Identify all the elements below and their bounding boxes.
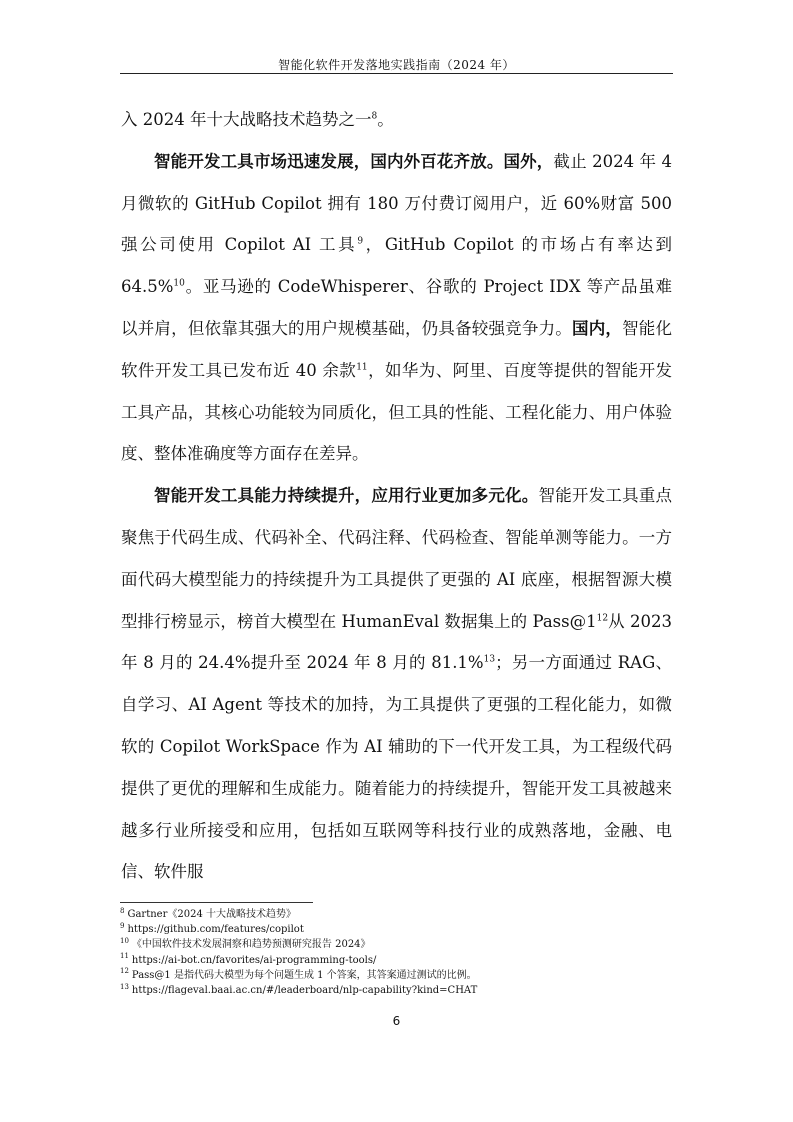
footnote-marker: 13 <box>120 982 129 991</box>
footnote-13 <box>120 983 673 998</box>
text-run: 从 2023 年 8 月的 24.4%提升至 2024 年 8 月的 81.1% <box>121 611 672 673</box>
bold-lead-sentence: 国内， <box>571 318 623 338</box>
footnote-link[interactable]: https://ai-bot.cn/favorites/ai-programming-tools/ <box>131 954 377 966</box>
footnotes <box>120 907 673 998</box>
running-header: 智能化软件开发落地实践指南（2024 年） <box>278 58 515 72</box>
page-number: 6 <box>392 1014 401 1028</box>
header-divider <box>120 73 673 74</box>
text-run: ，如华为、阿里、百度等提供的智能开发工具产品，其核心功能较为同质化，但工具的性能、工程化能力、用户体验度、整体准确度等方面存在差异。 <box>121 360 672 464</box>
footnote-link[interactable]: https://github.com/features/copilot <box>127 924 304 936</box>
footnote-text: 《中国软件技术发展洞察和趋势预测研究报告 2024》 <box>131 939 371 951</box>
footnote-11 <box>120 953 673 968</box>
text-run: 截止 2024 年 4 月微软的 GitHub Copilot 拥有 180 万付费订阅用户，近 60%财富 500 强公司使用 Copilot AI 工具 <box>121 151 672 255</box>
footnote-marker: 10 <box>120 937 129 946</box>
bold-lead-sentence: 智能开发工具市场迅速发展，国内外百花齐放。国外， <box>154 151 554 171</box>
footnote-12 <box>120 968 673 983</box>
footnote-reference[interactable]: 9 <box>357 236 364 247</box>
footnote-9 <box>120 922 673 937</box>
bold-lead-sentence: 智能开发工具能力持续提升，应用行业更加多元化。 <box>154 486 539 506</box>
footnote-10 <box>120 937 673 952</box>
footnote-marker: 9 <box>120 921 125 930</box>
footnote-reference[interactable]: 10 <box>173 278 185 289</box>
footnote-marker: 12 <box>120 967 129 976</box>
text-run: ，GitHub Copilot 的市场占有率达到 64.5% <box>121 235 672 297</box>
footnote-link[interactable]: https://flageval.baai.ac.cn/#/leaderboard/nlp-capability?kind=CHAT <box>131 985 478 997</box>
footnote-reference[interactable]: 8 <box>371 111 378 122</box>
footnote-reference[interactable]: 12 <box>596 613 609 624</box>
body-text <box>121 99 672 893</box>
footnote-marker: 8 <box>120 906 125 915</box>
text-run: 。亚马逊的 CodeWhisperer、谷歌的 Project IDX 等产品虽难以并肩，但依靠其强大的用户规模基础，仍具备较强竞争力。 <box>121 277 672 338</box>
footnote-reference[interactable]: 11 <box>356 362 368 373</box>
text-run: ；另一方面通过 RAG、自学习、AI Agent 等技术的加持，为工具提供了更强的工程化能力，如微软的 Copilot WorkSpace 作为 AI 辅助的下一代开发工具，为工程级代码提供了更优的理解和生成能力。随着能力的持续提升，智能开发工具被越来越多行业所接受和应用，包括如互联网等科技行业的成熟落地，金融、电信、软件服 <box>121 653 673 882</box>
footnote-text: Gartner《2024 十大战略技术趋势》 <box>127 909 296 920</box>
paragraph-continuation <box>121 99 672 141</box>
text-run: 入 2024 年十大战略技术趋势之一 <box>121 110 372 129</box>
footnote-divider <box>120 902 313 903</box>
footnote-8 <box>120 907 673 922</box>
footnote-reference[interactable]: 13 <box>483 654 496 665</box>
text-run: 。 <box>377 110 394 129</box>
paragraph-capability <box>121 475 672 893</box>
text-run: 智能开发工具重点聚焦于代码生成、代码补全、代码注释、代码检查、智能单测等能力。一方面代码大模型能力的持续提升为工具提供了更强的 AI 底座，根据智源大模型排行榜显示，榜首大模型在 HumanEval 数据集上的 Pass@1 <box>121 486 673 631</box>
paragraph-market <box>121 141 672 475</box>
text-run: 智能化软件开发工具已发布近 40 余款 <box>121 318 672 380</box>
footnote-marker: 11 <box>120 952 129 961</box>
footnote-text: Pass@1 是指代码大模型为每个问题生成 1 个答案，其答案通过测试的比例。 <box>131 969 477 981</box>
